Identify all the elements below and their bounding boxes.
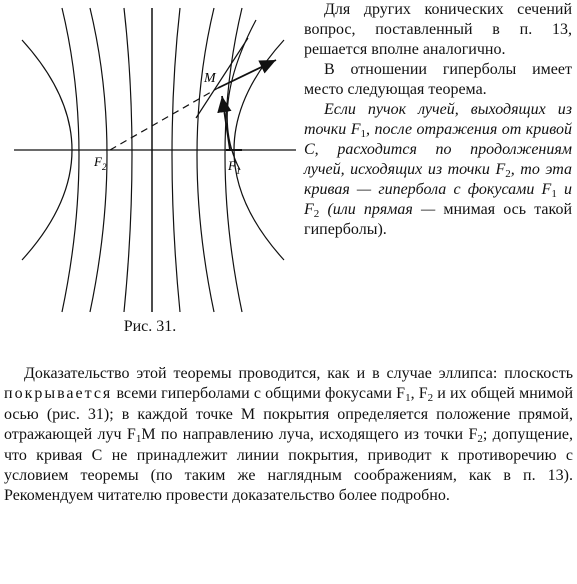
label-f1-sub: 1	[236, 166, 241, 176]
ray-f1-to-m	[222, 96, 230, 150]
main-paragraph: Доказательство этой теоремы проводится, как и в случае эллипса: плоскость покрывается всеми гиперболами с общими фокусами $F_1$, $F_2$ и их общей мнимой осью (рис. 31); в каждой точке M покрытия определяется положение прямой, отражающей луч $F_1M$ по направлению луча, исходящего из точки $F_2$; допущение, что кривая C не принадлежит линии покрытия, приводит к противоречию с условием теоремы (по таким же наглядным соображениям, как в п. 13). Рекомендуем читателю провести доказательство более подробно.	[4, 365, 574, 505]
hyperbola-left-1	[62, 8, 79, 312]
paragraph-theorem-intro: В отношении гиперболы имеет место следующая теорема.	[304, 61, 572, 98]
figure-caption: Рис. 31.	[123, 318, 177, 335]
figure-31	[4, 0, 298, 318]
hyperbola-diagram	[4, 0, 298, 318]
label-f1: F	[228, 158, 236, 173]
dashed-extension-line	[110, 88, 218, 150]
theorem-statement: Если пучок лучей, выходящих из точки $F_1$, после отражения от кривой C, расходится по продолжениям лучей, исходящих из точки $F_2$, то эта кривая — гипербола с фокусами $F_1$ и $F_2$ (или прямая — мнимая ось такой гиперболы).	[304, 101, 573, 238]
paragraph-intro: Для других конических сечений вопрос, поставленный в п. 13, решается вполне аналогично.	[304, 1, 572, 58]
curve-c	[227, 20, 256, 170]
reflected-ray	[218, 60, 276, 88]
hyperbola-left-4	[124, 8, 132, 312]
label-f2: F	[94, 154, 102, 169]
hyperbola-right-4	[172, 8, 180, 312]
label-f2-sub: 2	[102, 162, 107, 172]
side-column-text	[304, 0, 572, 240]
hyperbola-right-3	[197, 8, 214, 312]
label-m: M	[204, 71, 216, 86]
